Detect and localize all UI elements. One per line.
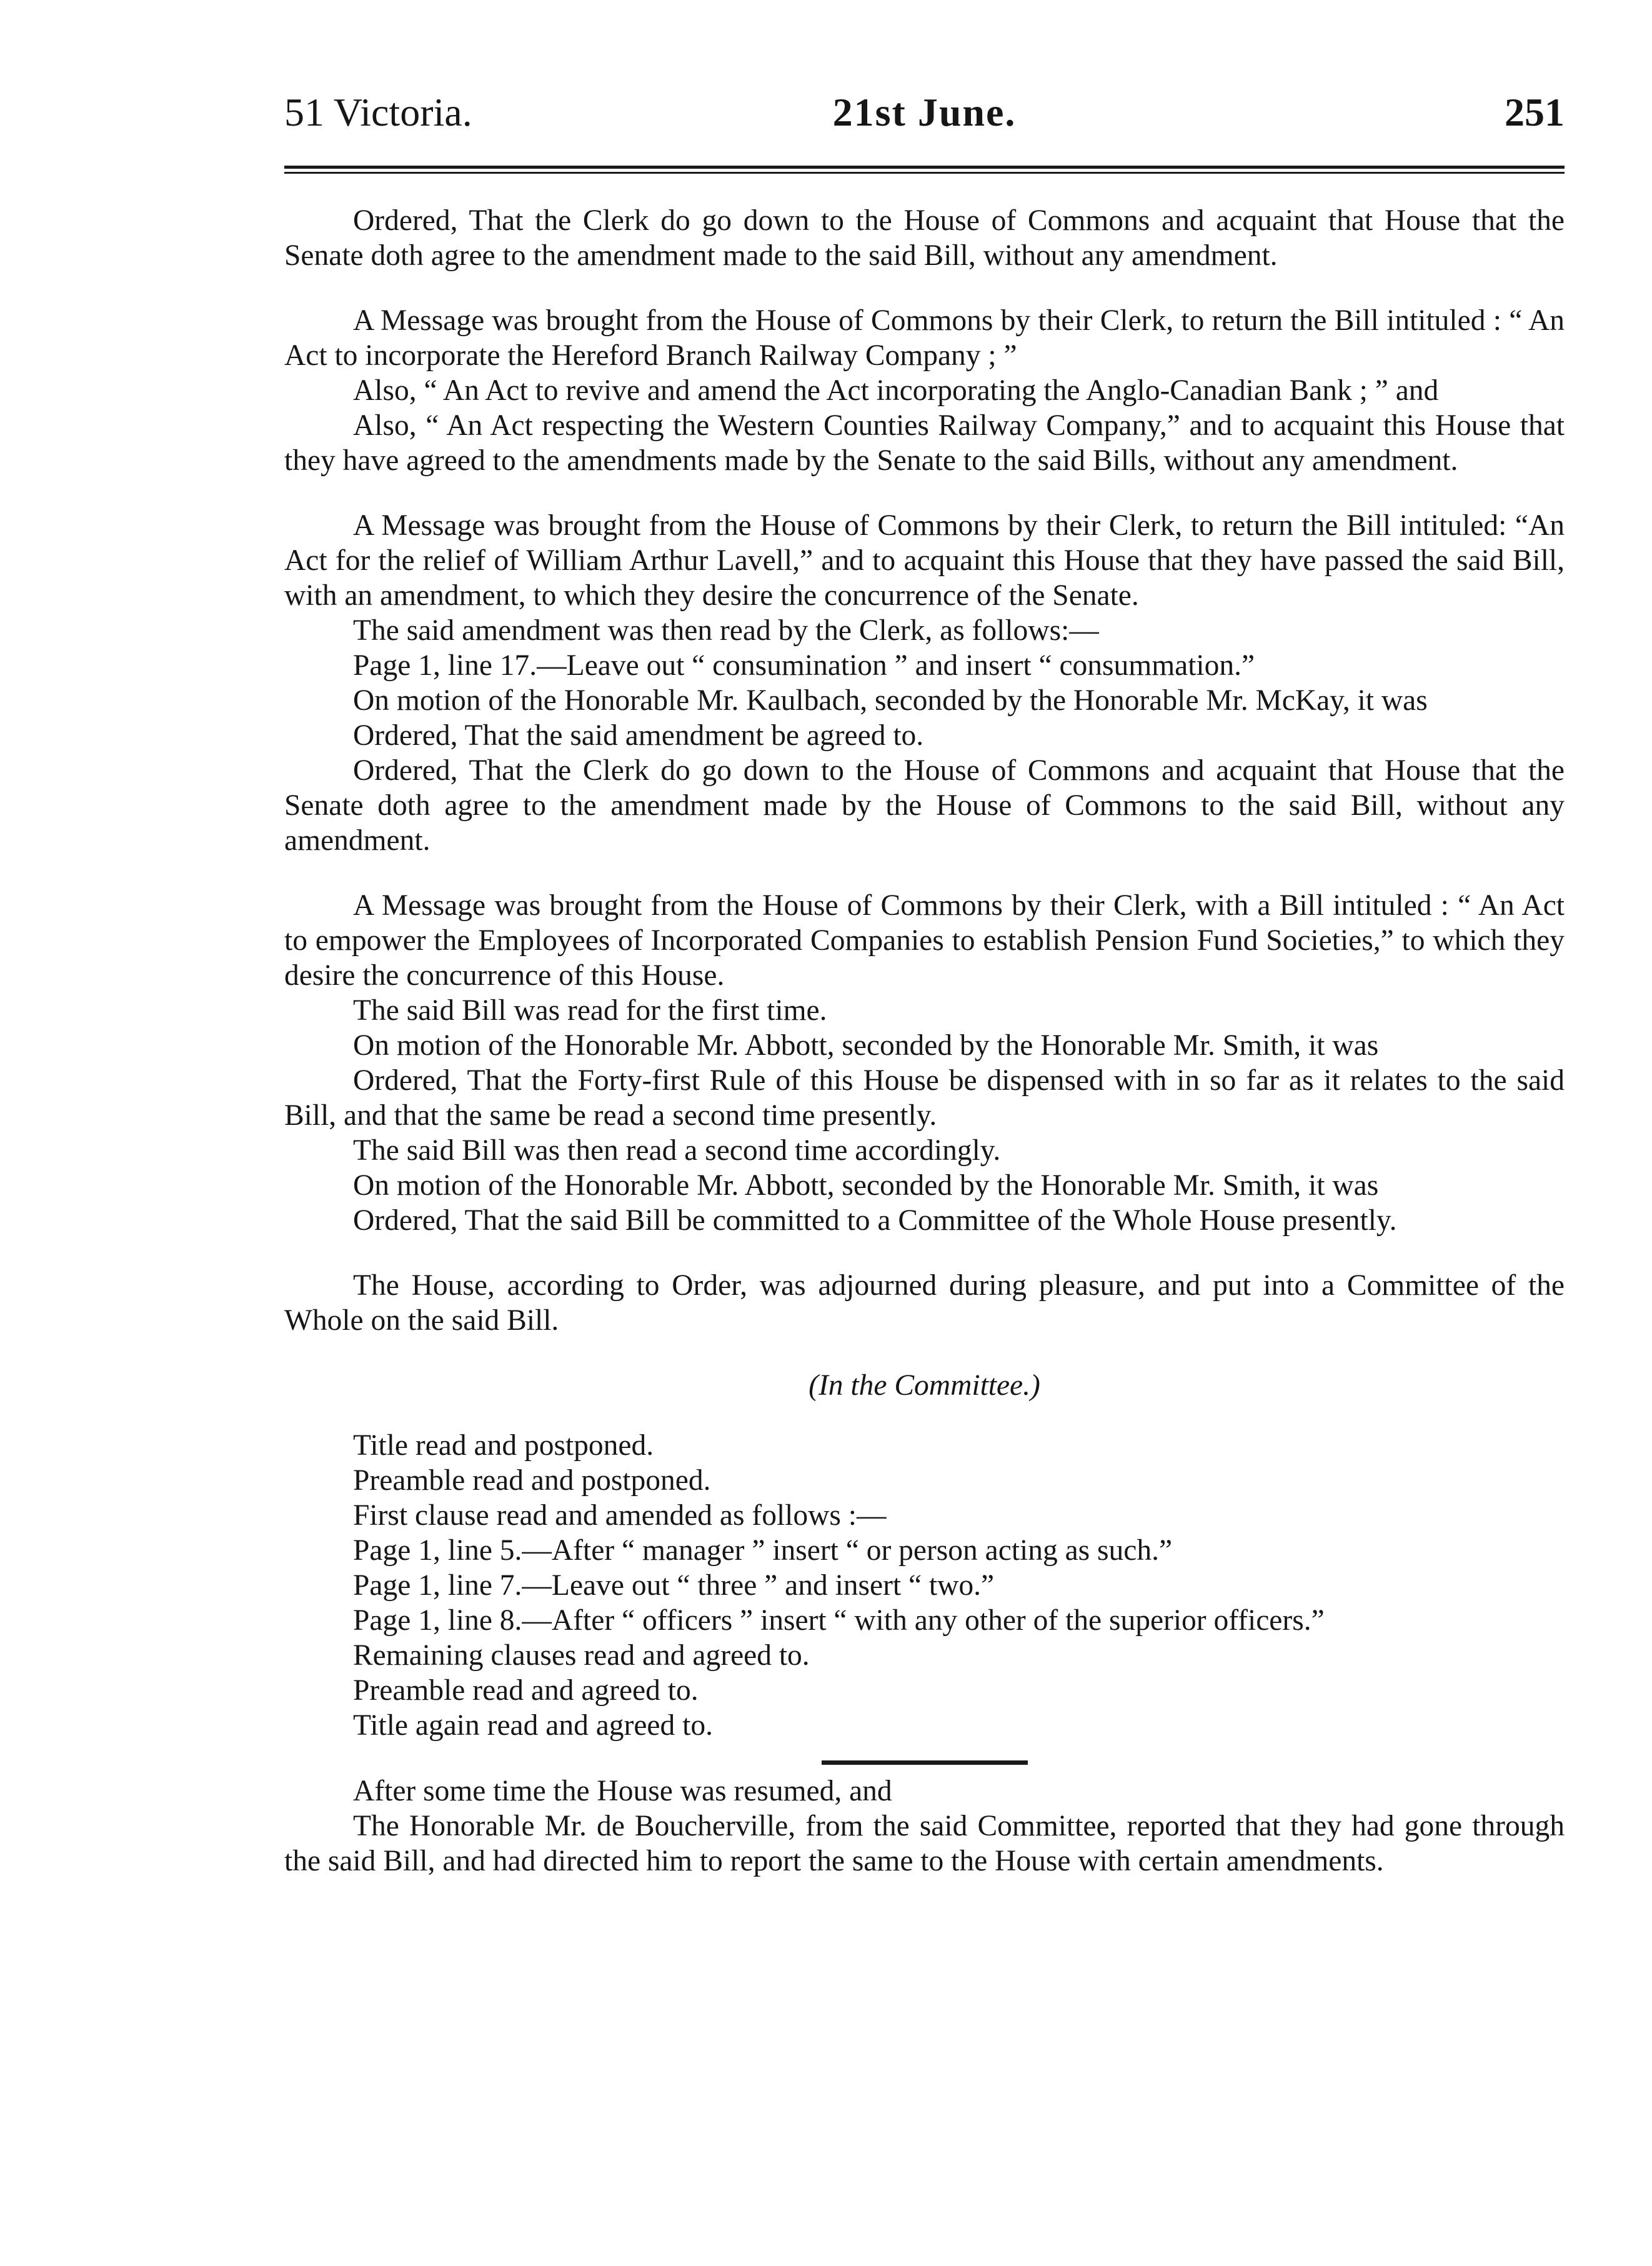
header-regnal-year: 51 Victoria. <box>284 90 472 134</box>
header-date: 21st June. <box>832 90 1017 134</box>
header-rule-thick <box>284 166 1565 169</box>
paragraph-second-reading: The said Bill was then read a second time accordingly. <box>353 1134 1001 1167</box>
message-block-pension-fund <box>284 888 1565 1238</box>
paragraph-message-lavell: A Message was brought from the House of Commons by their Clerk, to return the Bill intituled: “An Act for the relief of William Arthur Lavell,” and to acquaint this House that they have passed the said Bill, with an amendment, to which they desire the concurrence of the Senate. <box>284 509 1565 612</box>
committee-line: Page 1, line 5.—After “ manager ” insert “ or person acting as such.” <box>353 1534 1173 1567</box>
paragraph-ordered-committed: Ordered, That the said Bill be committed to a Committee of the Whole House presently. <box>353 1204 1397 1237</box>
paragraph-committee-report: The Honorable Mr. de Boucherville, from the said Committee, reported that they had gone through the said Bill, and had directed him to report the same to the House with certain amendments. <box>284 1810 1565 1877</box>
committee-line: Title again read and agreed to. <box>353 1709 713 1742</box>
committee-heading: (In the Committee.) <box>809 1369 1040 1402</box>
committee-line: Title read and postponed. <box>353 1429 654 1462</box>
paragraph-motion-abbott-2: On motion of the Honorable Mr. Abbott, seconded by the Honorable Mr. Smith, it was <box>353 1169 1379 1202</box>
message-block-return-bills <box>284 303 1565 478</box>
paragraph-message-hereford: A Message was brought from the House of Commons by their Clerk, to return the Bill intituled : “ An Act to incorporate the Hereford Branch Railway Company ; ” <box>284 304 1565 372</box>
paragraph-ordered-agreed: Ordered, That the said amendment be agreed to. <box>353 719 924 752</box>
message-block-lavell <box>284 508 1565 858</box>
paragraph-amendment-read: The said amendment was then read by the Clerk, as follows:— <box>353 614 1099 647</box>
page-number: 251 <box>1505 90 1565 134</box>
paragraph-motion-abbott-1: On motion of the Honorable Mr. Abbott, seconded by the Honorable Mr. Smith, it was <box>353 1029 1379 1062</box>
committee-line: First clause read and amended as follows :— <box>353 1499 887 1532</box>
paragraph-ordered-clerk: Ordered, That the Clerk do go down to the House of Commons and acquaint that House that the Senate doth agree to the amendment made to the said Bill, without any amendment. <box>284 204 1565 272</box>
paragraph-also-western-counties: Also, “ An Act respecting the Western Counties Railway Company,” and to acquaint this House that they have agreed to the amendments made by the Senate to the said Bills, without any amendment. <box>284 409 1565 477</box>
committee-line: Page 1, line 8.—After “ officers ” insert “ with any other of the superior officers.” <box>353 1604 1325 1637</box>
paragraph-motion-kaulbach: On motion of the Honorable Mr. Kaulbach, seconded by the Honorable Mr. McKay, it was <box>353 684 1428 717</box>
committee-line: Preamble read and postponed. <box>353 1464 711 1497</box>
committee-line: Remaining clauses read and agreed to. <box>353 1639 810 1672</box>
header-rule-thin <box>284 172 1565 174</box>
paragraph-house-resumed: After some time the House was resumed, and <box>353 1775 892 1807</box>
paragraph-ordered-rule-dispensed: Ordered, That the Forty-first Rule of this House be dispensed with in so far as it relates to the said Bill, and that the same be read a second time presently. <box>284 1064 1565 1132</box>
committee-proceedings <box>284 1428 1565 1743</box>
running-header <box>284 87 1565 144</box>
paragraph-first-reading: The said Bill was read for the first time. <box>353 994 827 1027</box>
paragraph-message-pension: A Message was brought from the House of Commons by their Clerk, with a Bill intituled : “ An Act to empower the Employees of Incorporated Companies to establish Pension Fund Societies,” to which they desire the concurrence of this House. <box>284 889 1565 992</box>
journal-body <box>284 203 1565 1879</box>
paragraph-amendment-text: Page 1, line 17.—Leave out “ consumination ” and insert “ consummation.” <box>353 649 1255 682</box>
paragraph-ordered-acquaint: Ordered, That the Clerk do go down to the House of Commons and acquaint that House that the Senate doth agree to the amendment made by the House of Commons to the said Bill, without any amendment. <box>284 754 1565 857</box>
committee-line: Preamble read and agreed to. <box>353 1674 699 1707</box>
paragraph-also-anglo-canadian: Also, “ An Act to revive and amend the Act incorporating the Anglo-Canadian Bank ; ” and <box>353 374 1439 407</box>
paragraph-adjourned: The House, according to Order, was adjourned during pleasure, and put into a Committee of the Whole on the said Bill. <box>284 1269 1565 1337</box>
committee-line: Page 1, line 7.—Leave out “ three ” and insert “ two.” <box>353 1569 995 1602</box>
section-divider-rule <box>822 1760 1028 1765</box>
